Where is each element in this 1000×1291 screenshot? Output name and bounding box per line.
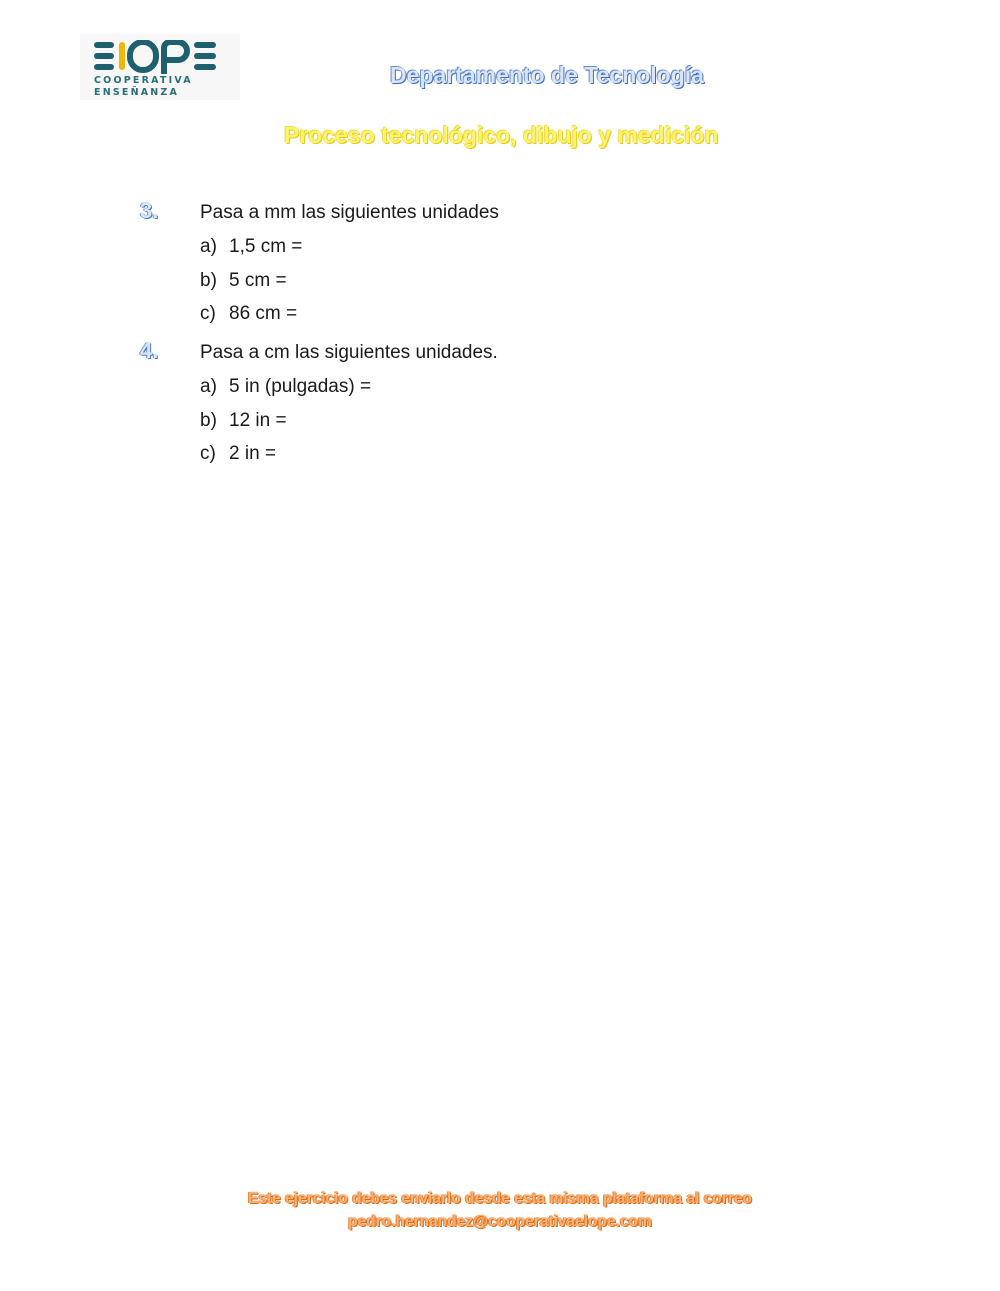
exercise-item [200,376,371,398]
footer-email: pedro.hernandez@cooperativaelope.com [348,1213,652,1230]
item-letter: c) [200,303,216,324]
item-letter: a) [200,376,217,397]
item-letter: b) [200,270,217,291]
item-text: 1,5 cm = [229,236,303,257]
item-text: 2 in = [229,443,277,464]
exercise-item [200,443,276,465]
exercise-item [200,303,297,325]
item-text: 5 cm = [229,270,287,291]
item-text: 86 cm = [229,303,298,324]
exercise-item [200,236,302,258]
logo-line-ensenanza: ENSEÑANZA [94,87,180,98]
item-text: 12 in = [229,410,287,431]
exercise-number: 3. [140,198,159,223]
item-letter: c) [200,443,216,464]
item-letter: b) [200,410,217,431]
exercise-statement: Pasa a mm las siguientes unidades [200,202,499,223]
exercise-item [200,410,287,432]
footer-instruction: Este ejercicio debes enviarlo desde esta misma plataforma al correo [248,1190,752,1207]
exercise-item [200,270,287,292]
elope-logo [80,34,240,100]
item-text: 5 in (pulgadas) = [229,376,372,397]
logo-line-cooperativa: COOPERATIVA [94,75,193,86]
elope-logo-mark [92,40,228,74]
item-letter: a) [200,236,217,257]
exercise-statement: Pasa a cm las siguientes unidades. [200,342,498,363]
department-title: Departamento de Tecnología [390,62,704,88]
exercise-number: 4. [140,338,159,363]
subject-title: Proceso tecnológico, dibujo y medición [284,122,719,148]
